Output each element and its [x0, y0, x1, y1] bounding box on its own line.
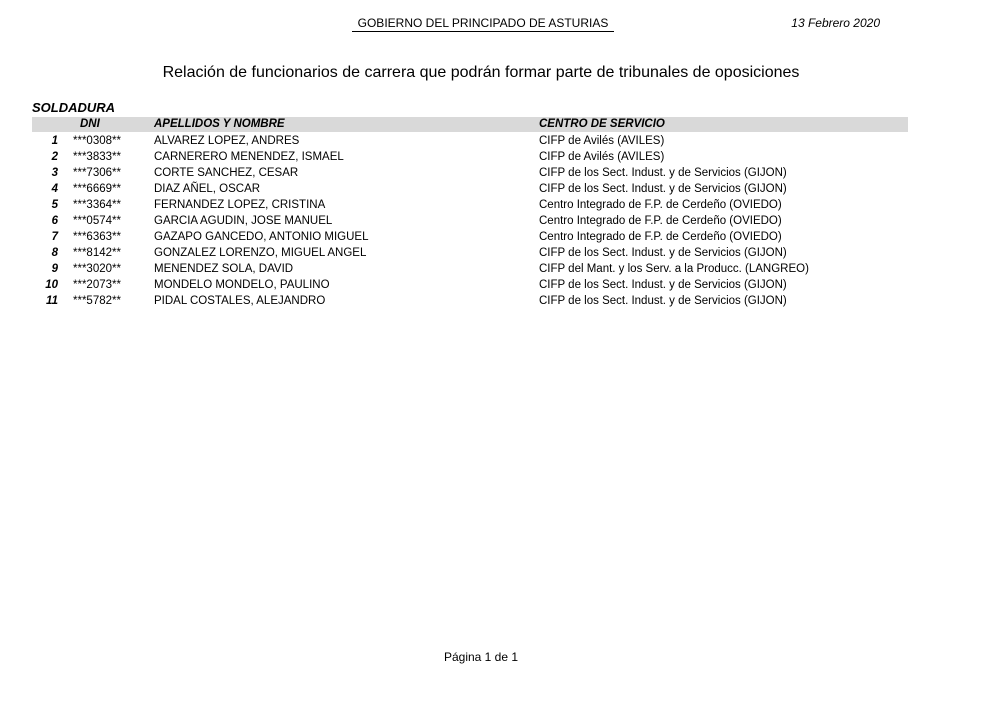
row-name: DIAZ AÑEL, OSCAR	[154, 183, 261, 195]
row-center: Centro Integrado de F.P. de Cerdeño (OVIEDO)	[539, 231, 782, 243]
header-date: 13 Febrero 2020	[791, 16, 880, 30]
row-number: 2	[51, 151, 58, 163]
row-dni: ***3020**	[73, 263, 121, 275]
row-center: CIFP de los Sect. Indust. y de Servicios (GIJON)	[539, 279, 787, 291]
row-dni: ***2073**	[73, 279, 121, 291]
row-number: 4	[51, 183, 58, 195]
row-dni: ***5782**	[73, 295, 121, 307]
row-dni: ***3364**	[73, 199, 121, 211]
table-body	[32, 133, 908, 309]
row-dni: ***0308**	[73, 135, 121, 147]
row-center: CIFP de los Sect. Indust. y de Servicios (GIJON)	[539, 295, 787, 307]
table-header	[32, 117, 908, 132]
table-row	[32, 229, 908, 245]
row-name: ALVAREZ LOPEZ, ANDRES	[154, 135, 300, 147]
row-name: CORTE SANCHEZ, CESAR	[154, 167, 299, 179]
row-center: CIFP de Avilés (AVILES)	[539, 135, 665, 147]
row-center: CIFP de Avilés (AVILES)	[539, 151, 665, 163]
row-name: FERNANDEZ LOPEZ, CRISTINA	[154, 199, 326, 211]
row-number: 11	[46, 295, 58, 307]
row-number: 7	[51, 231, 58, 243]
table-row	[32, 197, 908, 213]
row-center: Centro Integrado de F.P. de Cerdeño (OVIEDO)	[539, 215, 782, 227]
row-center: CIFP de los Sect. Indust. y de Servicios (GIJON)	[539, 247, 787, 259]
page-number: Página 1 de 1	[443, 650, 519, 664]
row-dni: ***6363**	[73, 231, 121, 243]
row-name: PIDAL COSTALES, ALEJANDRO	[154, 295, 326, 307]
table-row	[32, 293, 908, 309]
table-row	[32, 213, 908, 229]
table-row	[32, 165, 908, 181]
column-header-dni: DNI	[80, 118, 100, 130]
row-center: CIFP de los Sect. Indust. y de Servicios (GIJON)	[539, 167, 787, 179]
table-row	[32, 245, 908, 261]
table-row	[32, 277, 908, 293]
row-center: CIFP del Mant. y los Serv. a la Producc. (LANGREO)	[539, 263, 809, 275]
table-row	[32, 261, 908, 277]
header-organization: GOBIERNO DEL PRINCIPADO DE ASTURIAS	[352, 15, 614, 32]
row-dni: ***8142**	[73, 247, 121, 259]
row-name: MONDELO MONDELO, PAULINO	[154, 279, 330, 291]
document-title: Relación de funcionarios de carrera que podrán formar parte de tribunales de oposiciones	[162, 64, 800, 81]
row-dni: ***7306**	[73, 167, 121, 179]
table-row	[32, 149, 908, 165]
row-number: 9	[51, 263, 58, 275]
column-header-center: CENTRO DE SERVICIO	[539, 118, 665, 130]
row-number: 1	[51, 135, 58, 147]
row-name: MENENDEZ SOLA, DAVID	[154, 263, 294, 275]
row-name: CARNERERO MENENDEZ, ISMAEL	[154, 151, 344, 163]
row-name: GAZAPO GANCEDO, ANTONIO MIGUEL	[154, 231, 369, 243]
row-dni: ***3833**	[73, 151, 121, 163]
row-center: CIFP de los Sect. Indust. y de Servicios (GIJON)	[539, 183, 787, 195]
table-row	[32, 133, 908, 149]
row-number: 8	[51, 247, 58, 259]
row-number: 3	[51, 167, 58, 179]
section-title: SOLDADURA	[32, 100, 116, 115]
row-number: 6	[51, 215, 58, 227]
row-center: Centro Integrado de F.P. de Cerdeño (OVIEDO)	[539, 199, 782, 211]
column-header-name: APELLIDOS Y NOMBRE	[154, 118, 285, 130]
row-number: 10	[45, 279, 58, 291]
row-name: GONZALEZ LORENZO, MIGUEL ANGEL	[154, 247, 367, 259]
row-number: 5	[51, 199, 58, 211]
table-row	[32, 181, 908, 197]
row-name: GARCIA AGUDIN, JOSE MANUEL	[154, 215, 333, 227]
row-dni: ***0574**	[73, 215, 121, 227]
row-dni: ***6669**	[73, 183, 121, 195]
